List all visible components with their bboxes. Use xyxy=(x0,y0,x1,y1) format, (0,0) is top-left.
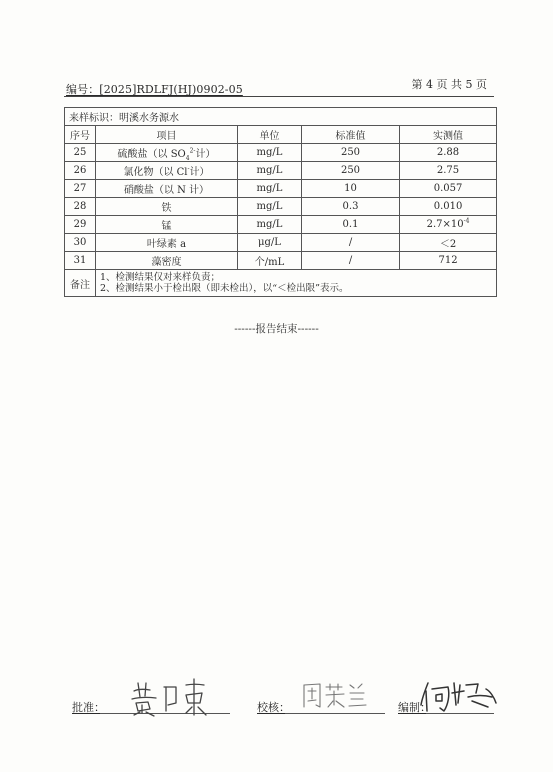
table-header-row xyxy=(65,126,497,144)
report-end-marker: ------报告结束------ xyxy=(234,323,319,335)
row-unit: μg/L xyxy=(238,234,302,252)
row-no: 27 xyxy=(65,180,96,198)
table-row xyxy=(65,180,497,198)
page-indicator: 第 4 页 共 5 页 xyxy=(411,78,487,91)
compile-label: 编制： xyxy=(398,701,431,714)
row-no: 29 xyxy=(65,216,96,234)
row-item xyxy=(96,144,238,162)
table-row xyxy=(65,144,497,162)
notes-label: 备注 xyxy=(65,270,96,297)
row-standard: / xyxy=(302,252,400,270)
row-item: 藻密度 xyxy=(96,252,238,270)
approve-signature xyxy=(128,675,208,717)
note-line: 1、检测结果仅对来样负责； xyxy=(100,272,221,283)
table-row xyxy=(65,234,497,252)
row-measured: 2.75 xyxy=(400,162,497,180)
row-measured xyxy=(400,216,497,234)
row-measured: 0.010 xyxy=(400,198,497,216)
row-standard: / xyxy=(302,234,400,252)
table-row xyxy=(65,198,497,216)
report-number: 编号：[2025]RDLFJ(HJ)0902-05 xyxy=(66,83,243,96)
row-unit: 个/mL xyxy=(238,252,302,270)
row-standard: 0.3 xyxy=(302,198,400,216)
table-row xyxy=(65,216,497,234)
row-no: 31 xyxy=(65,252,96,270)
item-tail: 计） xyxy=(189,167,210,178)
row-measured: ＜2 xyxy=(400,234,497,252)
measured-exponent: -4 xyxy=(463,217,470,225)
row-measured: 0.057 xyxy=(400,180,497,198)
row-standard: 10 xyxy=(302,180,400,198)
table-row xyxy=(65,162,497,180)
row-no: 26 xyxy=(65,162,96,180)
row-standard: 250 xyxy=(302,162,400,180)
column-header-standard: 标准值 xyxy=(302,126,400,144)
item-superscript: 2- xyxy=(189,147,196,155)
header-divider xyxy=(64,96,494,97)
row-measured: 712 xyxy=(400,252,497,270)
notes-content xyxy=(96,270,497,297)
approve-label: 批准： xyxy=(72,701,105,714)
row-standard: 250 xyxy=(302,144,400,162)
item-name: 氯化物（以 Cl xyxy=(123,167,188,178)
row-unit: mg/L xyxy=(238,144,302,162)
column-header-measured: 实测值 xyxy=(400,126,497,144)
row-item: 锰 xyxy=(96,216,238,234)
row-unit: mg/L xyxy=(238,198,302,216)
measured-value: 2.7×10 xyxy=(426,219,464,230)
row-no: 30 xyxy=(65,234,96,252)
column-header-no: 序号 xyxy=(65,126,96,144)
sample-identification: 来样标识：明溪水务源水 xyxy=(65,108,497,126)
item-superscript: - xyxy=(187,165,190,173)
review-line xyxy=(285,713,385,714)
row-standard: 0.1 xyxy=(302,216,400,234)
row-item: 叶绿素 a xyxy=(96,234,238,252)
sample-id-row xyxy=(65,108,497,126)
column-header-item: 项目 xyxy=(96,126,238,144)
row-measured: 2.88 xyxy=(400,144,497,162)
item-name: 硫酸盐（以 SO xyxy=(117,149,186,160)
row-item: 铁 xyxy=(96,198,238,216)
notes-row xyxy=(65,270,497,297)
column-header-unit: 单位 xyxy=(238,126,302,144)
signature-row xyxy=(0,675,553,720)
row-item xyxy=(96,162,238,180)
row-unit: mg/L xyxy=(238,180,302,198)
table-row xyxy=(65,252,497,270)
row-unit: mg/L xyxy=(238,162,302,180)
row-no: 28 xyxy=(65,198,96,216)
review-signature xyxy=(298,679,368,713)
row-no: 25 xyxy=(65,144,96,162)
note-line: 2、检测结果小于检出限（即未检出），以“＜检出限”表示。 xyxy=(100,283,349,294)
results-table xyxy=(64,107,497,297)
item-tail: 计） xyxy=(195,149,216,160)
row-item: 硝酸盐（以 N 计） xyxy=(96,180,238,198)
row-unit: mg/L xyxy=(238,216,302,234)
compile-signature xyxy=(418,675,498,715)
item-subscript: 4 xyxy=(185,155,190,162)
review-label: 校核： xyxy=(257,701,290,714)
